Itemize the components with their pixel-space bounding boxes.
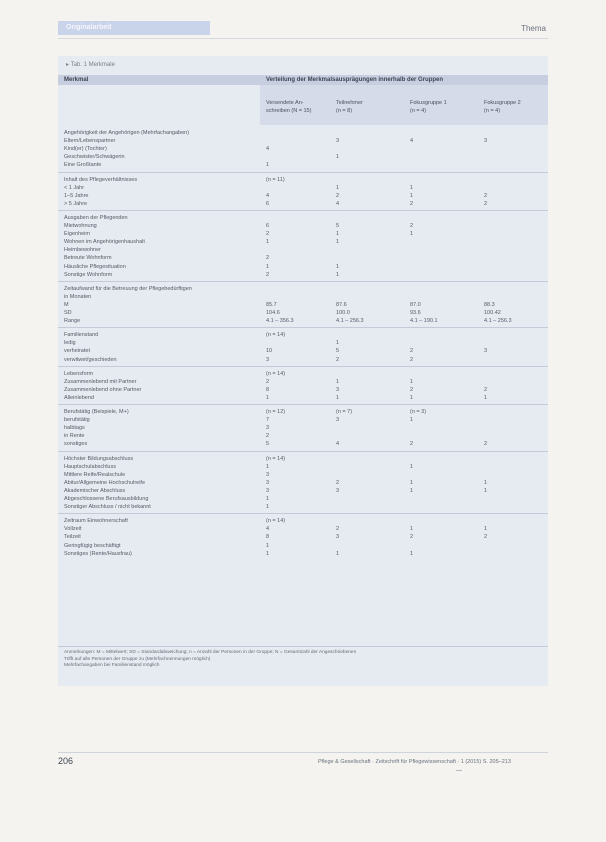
row-label: > 5 Jahre (64, 200, 88, 207)
table-cell: 4 (266, 526, 270, 533)
table-cell: 1 (266, 542, 270, 549)
table-cell: 1 (266, 463, 270, 470)
table-cell: 2 (266, 433, 270, 440)
table-cell: 2 (266, 378, 270, 385)
row-label: Inhalt des Pflegeverhältnisses (64, 176, 138, 183)
table-cell: (n = 14) (266, 518, 286, 525)
row-label: sonstiges (64, 441, 88, 448)
section-divider (58, 210, 548, 211)
table-cell: 3 (266, 487, 270, 494)
subheader-col-3: Fokusgruppe 1 (n = 4) (410, 100, 447, 114)
table-cell: 3 (336, 534, 340, 541)
row-label: Zusammenlebend mit Partner (64, 378, 137, 385)
table-cell: (n = 14) (266, 455, 286, 462)
row-label: Berufstätig (Beispiele, M+) (64, 409, 129, 415)
column-header-merkmal: Merkmal (64, 77, 89, 83)
row-label: Heimbewohner (64, 247, 101, 254)
footer-divider (58, 752, 548, 753)
table-caption: ▸ Tab. 1 Merkmale (66, 62, 115, 68)
row-label: Range (64, 318, 81, 325)
table-cell: (n = 11) (266, 176, 285, 183)
section-divider (58, 366, 548, 367)
table-cell: 3 (336, 138, 340, 145)
table-cell: 6 (266, 200, 270, 207)
row-label: ledig (64, 340, 76, 347)
table-cell: 4.1 – 190.1 (410, 318, 438, 325)
table-header-row (58, 75, 548, 85)
table-cell: 1 (410, 526, 414, 533)
row-label: Höchster Bildungsabschluss (64, 455, 134, 462)
subheader-col-1: Versendete An- schreiben (N = 15) (266, 100, 312, 114)
row-label: Sonstiger Abschluss / nicht bekannt (64, 504, 151, 511)
table-cell: 4 (266, 192, 270, 199)
subheader-row (260, 85, 548, 125)
row-label: Zusammenlebend ohne Partner (64, 386, 142, 393)
row-label: Ausgaben der Pflegenden (64, 214, 128, 221)
table-cell: 1 (410, 192, 414, 199)
table-cell: 104.6 (266, 310, 280, 316)
row-label: Familienstand (64, 332, 99, 339)
table-cell: 2 (410, 441, 414, 448)
table-cell: 2 (266, 271, 270, 278)
row-label: Angehörigkeit der Angehörigen (Mehrfachangaben) (64, 130, 190, 136)
table-cell: 1 (410, 487, 414, 494)
row-label: Abitur/Allgemeine Hochschulreife (64, 479, 146, 486)
table-cell: 8 (266, 534, 270, 541)
table-cell: 1 (336, 394, 340, 401)
table-cell: 5 (336, 348, 340, 355)
table-cell: 1 (336, 340, 340, 347)
table-cell: 1 (266, 496, 270, 502)
table-cell: 4.1 – 256.3 (484, 318, 512, 325)
table-cell: 2 (410, 534, 414, 541)
table-cell: 2 (336, 526, 340, 533)
section-divider (58, 513, 548, 514)
row-label: Sonstiges (Rente/Hausfrau) (64, 550, 132, 557)
table-cell: 1 (266, 239, 270, 246)
row-label: Vollzeit (64, 526, 82, 533)
row-label: berufstätig (64, 417, 90, 424)
table-cell: 5 (266, 441, 270, 448)
table-cell: (n = 3) (410, 409, 427, 415)
table-cell: 1 (336, 550, 340, 557)
table-cell: 3 (336, 417, 340, 424)
table-cell: 10 (266, 348, 273, 355)
row-label: verwitwet/geschieden (64, 356, 117, 363)
row-label: Eltern/Lebenspartner (64, 138, 116, 145)
table-cell: 1 (410, 463, 414, 470)
row-label: Kind(er) (Tochter) (64, 146, 107, 153)
table-cell: 2 (410, 348, 414, 355)
table-cell: (n = 14) (266, 332, 286, 339)
footnote-3: Mehrfachangaben bei Familienstand möglich (64, 663, 160, 668)
table-cell: 4 (336, 441, 340, 448)
section-divider (58, 404, 548, 405)
footnote-2: Trifft auf alle Personen der Gruppe zu (Mehrfachnennungen möglich) (64, 656, 211, 662)
table-cell: 1 (410, 231, 414, 238)
row-label: verheiratet (64, 348, 90, 355)
row-label: in Rente (64, 433, 85, 440)
row-label: Geringfügig beschäftigt (64, 542, 121, 549)
table-cell: 8 (266, 386, 270, 393)
table-cell: 3 (484, 138, 488, 145)
table-cell: 87.0 (410, 301, 421, 308)
table-cell: 85.7 (266, 301, 277, 308)
row-label: Sonstige Wohnform (64, 271, 113, 278)
section-divider (58, 172, 548, 173)
table-cell: 1 (336, 184, 340, 191)
table-cell: 4.1 – 256.3 (336, 318, 364, 325)
table-cell: 3 (266, 425, 270, 432)
row-label: Geschwister/Schwägerin (64, 154, 125, 161)
column-header-distribution: Verteilung der Merkmalsausprägungen innerhalb der Gruppen (266, 77, 444, 83)
row-label: < 1 Jahr (64, 184, 85, 191)
table-cell: 1 (410, 184, 414, 191)
row-label: in Monaten (64, 293, 92, 300)
row-label: Teilzeit (64, 534, 81, 541)
row-label: Hauptschulabschluss (64, 463, 116, 470)
section-divider (58, 327, 548, 328)
table-cell: 1 (336, 231, 340, 238)
table-cell: 3 (266, 471, 270, 478)
table-cell: 1 (266, 263, 270, 270)
row-label: Zeitraum Einwohnerschaft (64, 518, 128, 525)
row-label: halbtags (64, 425, 85, 432)
table-cell: 100.0 (336, 310, 350, 316)
row-label: M (64, 301, 69, 308)
table-cell: 2 (336, 356, 340, 363)
footer-tick-mark (456, 770, 462, 771)
row-label: Alleinlebend (64, 394, 94, 401)
row-label: Akademischer Abschluss (64, 487, 126, 494)
table-cell: 1 (484, 394, 488, 401)
table-cell: 3 (484, 348, 488, 355)
table-cell: 3 (336, 386, 340, 393)
table-cell: 2 (410, 386, 414, 393)
table-cell: 4 (266, 146, 270, 153)
table-cell: 2 (484, 192, 488, 199)
table-cell: 2 (336, 192, 340, 199)
table-cell: 1 (484, 479, 488, 486)
table-cell: 3 (336, 487, 340, 494)
table-cell: 1 (410, 479, 414, 486)
footnote-1: Anmerkungen: M = Mittelwert; SD = Standardabweichung; n = Anzahl der Personen in der Gruppe; N = Gesamtzahl der Angeschriebenen (64, 650, 357, 655)
table-cell: 2 (266, 255, 270, 262)
table-cell: 2 (484, 386, 488, 393)
table-cell: (n = 7) (336, 409, 353, 415)
subheader-col-2: Teilnehmer (n = 8) (336, 100, 363, 114)
section-tag: Originalarbeit (58, 21, 210, 35)
table-cell: 1 (410, 378, 414, 385)
row-label: Zeitaufwand für die Betreuung der Pflegebedürftigen (64, 285, 192, 292)
footnote-divider (58, 646, 548, 647)
row-label: SD (64, 310, 72, 316)
table-cell: 1 (336, 378, 340, 385)
section-divider (58, 281, 548, 282)
table-cell: (n = 14) (266, 370, 286, 377)
row-label: Abgeschlossene Berufsausbildung (64, 496, 149, 502)
header-topic-label: Thema (521, 24, 546, 33)
row-label: Häusliche Pflegesituation (64, 263, 126, 270)
row-label: Betreute Wohnform (64, 255, 112, 262)
table-cell: 3 (266, 356, 270, 363)
table-cell: 1 (266, 162, 270, 169)
table-cell: (n = 12) (266, 409, 286, 415)
table-cell: 2 (484, 534, 488, 541)
table-cell: 1 (410, 417, 414, 424)
subheader-col-4: Fokusgruppe 2 (n = 4) (484, 100, 521, 114)
table-cell: 1 (336, 263, 340, 270)
row-label: Eigenheim (64, 231, 90, 238)
table-cell: 2 (410, 223, 414, 229)
table-cell: 1 (336, 239, 340, 246)
table-cell: 1 (484, 526, 488, 533)
table-cell: 100.42 (484, 310, 501, 316)
row-label: 1–5 Jahre (64, 192, 89, 199)
table-cell: 1 (336, 154, 340, 161)
table-cell: 1 (484, 487, 488, 494)
table-cell: 4 (336, 200, 340, 207)
row-label: Eine Großtante (64, 162, 102, 169)
journal-reference: Pflege & Gesellschaft · Zeitschrift für Pflegewissenschaft · 1 (2015) S. 205–213 (318, 759, 511, 765)
page-number: 206 (58, 756, 74, 766)
table-cell: 2 (410, 200, 414, 207)
table-cell: 3 (266, 479, 270, 486)
table-cell: 2 (266, 231, 270, 238)
table-cell: 1 (266, 550, 270, 557)
table-cell: 7 (266, 417, 270, 424)
table-cell: 2 (410, 356, 414, 363)
section-divider (58, 451, 548, 452)
table-cell: 4.1 – 356.3 (266, 318, 294, 325)
row-label: Mietwohnung (64, 223, 97, 229)
row-label: Wohnen im Angehörigenhaushalt (64, 239, 145, 246)
table-panel (58, 56, 548, 686)
table-cell: 87.6 (336, 301, 347, 308)
table-cell: 1 (336, 271, 340, 278)
table-cell: 5 (336, 223, 340, 229)
table-cell: 2 (484, 200, 488, 207)
table-cell: 6 (266, 223, 270, 229)
table-cell: 1 (266, 394, 270, 401)
table-cell: 88.3 (484, 301, 495, 308)
table-cell: 2 (484, 441, 488, 448)
table-footnotes (64, 650, 542, 670)
header-divider (58, 38, 548, 39)
row-label: Mittlere Reife/Realschule (64, 471, 126, 478)
table-cell: 1 (410, 550, 414, 557)
table-cell: 93.6 (410, 310, 421, 316)
table-cell: 1 (266, 504, 270, 511)
table-cell: 1 (410, 394, 414, 401)
table-cell: 2 (336, 479, 340, 486)
table-cell: 4 (410, 138, 414, 145)
row-label: Lebensform (64, 370, 94, 377)
